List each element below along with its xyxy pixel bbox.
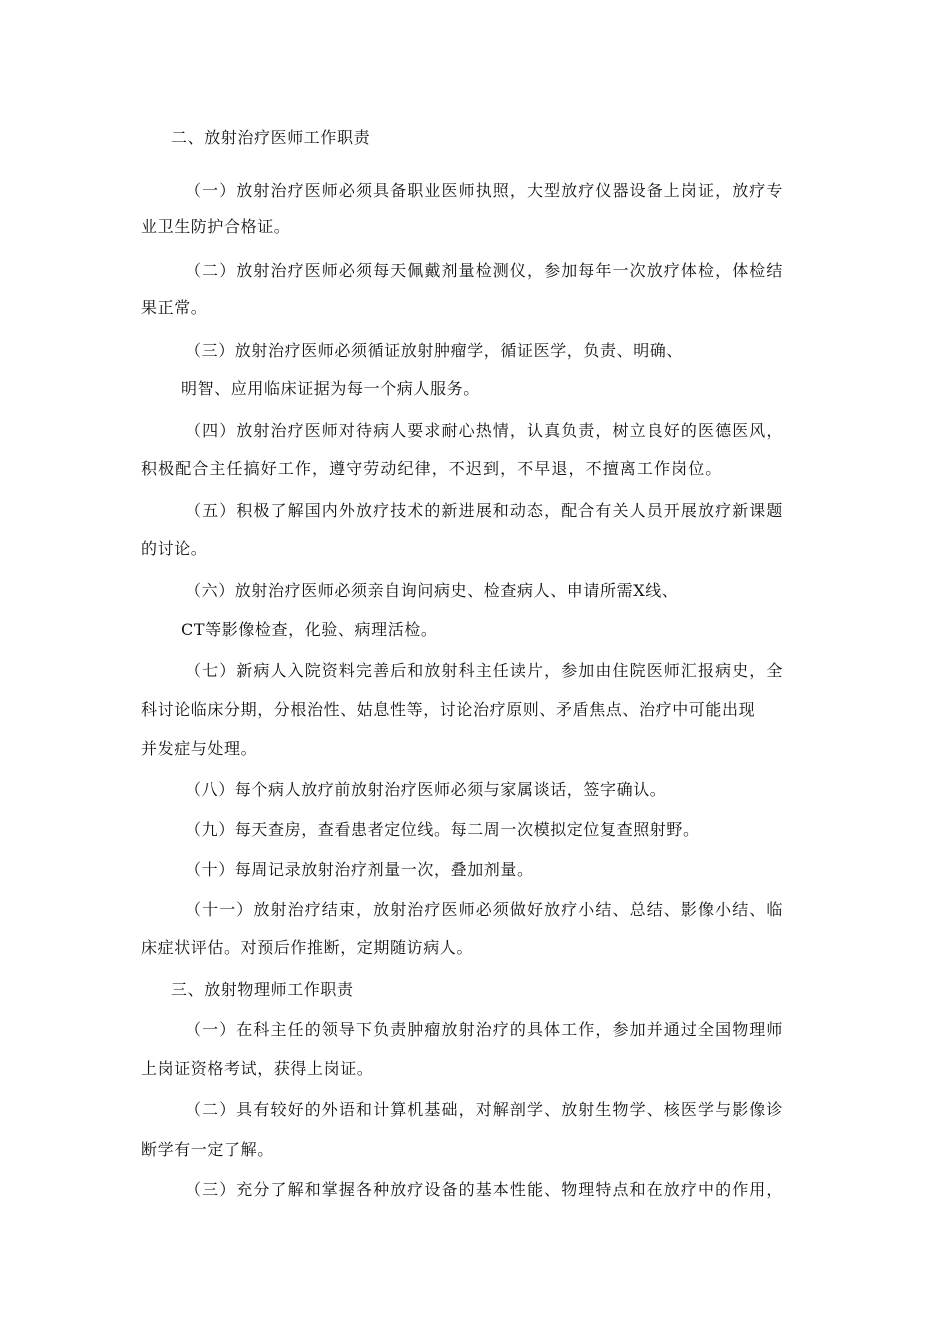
paragraph-line: （十一）放射治疗结束，放射治疗医师必须做好放疗小结、总结、影像小结、临 [185,900,784,919]
paragraph-line: 上岗证资格考试，获得上岗证。 [141,1059,374,1078]
paragraph-line: （十）每周记录放射治疗剂量一次，叠加剂量。 [185,860,534,879]
paragraph-line: （二）具有较好的外语和计算机基础，对解剖学、放射生物学、核医学与影像诊 [185,1100,784,1119]
paragraph-line: 业卫生防护合格证。 [141,217,291,236]
section-heading: 二、放射治疗医师工作职责 [171,128,371,147]
paragraph-line: 断学有一定了解。 [141,1140,274,1159]
section-heading: 三、放射物理师工作职责 [171,980,354,999]
paragraph-line: （九）每天查房，查看患者定位线。每二周一次模拟定位复查照射野。 [185,820,700,839]
paragraph-line: 积极配合主任搞好工作，遵守劳动纪律，不迟到，不早退，不擅离工作岗位。 [141,459,723,478]
paragraph-line: 科讨论临床分期，分根治性、姑息性等，讨论治疗原则、矛盾焦点、治疗中可能出现 [141,700,756,719]
paragraph-line: （七）新病人入院资料完善后和放射科主任读片，参加由住院医师汇报病史，全 [185,661,784,680]
paragraph-line: （二）放射治疗医师必须每天佩戴剂量检测仪，参加每年一次放疗体检，体检结 [185,261,784,280]
paragraph-line: 果正常。 [141,298,208,317]
paragraph-line: 的讨论。 [141,539,208,558]
paragraph-line: 床症状评估。对预后作推断，定期随访病人。 [141,938,474,957]
paragraph-line: （一）放射治疗医师必须具备职业医师执照，大型放疗仪器设备上岗证，放疗专 [185,181,784,200]
paragraph-line: （一）在科主任的领导下负责肿瘤放射治疗的具体工作，参加并通过全国物理师 [185,1020,784,1039]
paragraph-line: （八）每个病人放疗前放射治疗医师必须与家属谈话，签字确认。 [185,780,667,799]
paragraph-line: （六）放射治疗医师必须亲自询问病史、检查病人、申请所需X线、 [185,581,679,600]
paragraph-line: CT等影像检查，化验、病理活检。 [181,620,438,639]
paragraph-line: 并发症与处理。 [141,739,258,758]
paragraph-line: （三）放射治疗医师必须循证放射肿瘤学，循证医学，负责、明确、 [185,341,684,360]
paragraph-line: （五）积极了解国内外放疗技术的新进展和动态，配合有关人员开展放疗新课题 [185,501,784,520]
paragraph-line: （四）放射治疗医师对待病人要求耐心热情，认真负责，树立良好的医德医风， [185,421,784,440]
paragraph-line: （三）充分了解和掌握各种放疗设备的基本性能、物理特点和在放疗中的作用， [185,1180,784,1199]
paragraph-line: 明智、应用临床证据为每一个病人服务。 [181,379,480,398]
